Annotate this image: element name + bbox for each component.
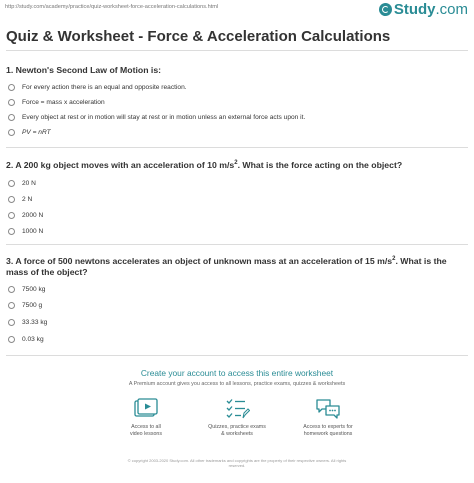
radio-button[interactable] xyxy=(8,286,15,293)
premium-description: A Premium account gives you access to all lessons, practice exams, quizzes & worksheets xyxy=(128,381,346,387)
question-1: 1. Newton's Second Law of Motion is: xyxy=(6,65,162,75)
question-2-option-3[interactable]: 2000 N xyxy=(8,212,43,219)
question-2-option-1[interactable]: 20 N xyxy=(8,180,36,187)
study-logo-icon xyxy=(379,3,392,16)
radio-button[interactable] xyxy=(8,114,15,121)
expert-chat-icon xyxy=(315,398,341,420)
logo-text: Study.com xyxy=(393,1,468,18)
question-1-option-4[interactable]: PV = nRT xyxy=(8,129,51,136)
radio-button[interactable] xyxy=(8,99,15,106)
video-lessons-icon xyxy=(133,398,159,420)
feature-label: Access to all video lessons xyxy=(129,424,163,437)
create-account-link[interactable]: Create your account to access this entire worksheet xyxy=(140,368,334,378)
page-title: Quiz & Worksheet - Force & Acceleration Calculations xyxy=(6,28,391,45)
radio-button[interactable] xyxy=(8,84,15,91)
radio-button[interactable] xyxy=(8,180,15,187)
feature-experts xyxy=(283,398,373,437)
question-3-option-3[interactable]: 33.33 kg xyxy=(8,319,47,326)
feature-label: Access to experts for homework questions xyxy=(303,424,353,437)
quiz-checklist-icon xyxy=(224,398,250,420)
feature-label: Quizzes, practice exams & worksheets xyxy=(208,424,266,437)
question-divider xyxy=(6,147,468,148)
question-3: 3. A force of 500 newtons accelerates an object of unknown mass at an acceleration of 15 $m/s^2$. What is the mass of the object? xyxy=(6,256,447,277)
question-2-option-2[interactable]: 2 N xyxy=(8,196,32,203)
radio-button[interactable] xyxy=(8,228,15,235)
radio-button[interactable] xyxy=(8,196,15,203)
question-3-option-2[interactable]: 7500 g xyxy=(8,302,42,309)
question-1-option-1[interactable]: For every action there is an equal and opposite reaction. xyxy=(8,84,187,91)
question-divider xyxy=(6,244,468,245)
section-divider xyxy=(6,355,468,356)
title-divider xyxy=(6,50,468,51)
question-3-option-4[interactable]: 0.03 kg xyxy=(8,336,44,343)
feature-video-lessons xyxy=(101,398,191,437)
radio-button[interactable] xyxy=(8,129,15,136)
feature-quizzes xyxy=(192,398,282,437)
radio-button[interactable] xyxy=(8,319,15,326)
radio-button[interactable] xyxy=(8,302,15,309)
question-1-option-3[interactable]: Every object at rest or in motion will stay at rest or in motion unless an external force acts upon it. xyxy=(8,114,305,121)
question-1-option-2[interactable]: Force = mass x acceleration xyxy=(8,99,105,106)
question-2: 2. A 200 kg object moves with an acceleration of 10 $m/s^2$. What is the force acting on the object? xyxy=(6,160,403,170)
radio-button[interactable] xyxy=(8,336,15,343)
radio-button[interactable] xyxy=(8,212,15,219)
question-3-option-1[interactable]: 7500 kg xyxy=(8,286,45,293)
question-2-option-4[interactable]: 1000 N xyxy=(8,228,43,235)
copyright-notice: © copyright 2003-2020 Study.com. All other trademarks and copyrights are the property of their respective owners. All rights reserved. xyxy=(127,458,347,468)
study-logo[interactable] xyxy=(379,1,468,18)
page-url: http://study.com/academy/practice/quiz-worksheet-force-acceleration-calculations.html xyxy=(5,4,219,10)
